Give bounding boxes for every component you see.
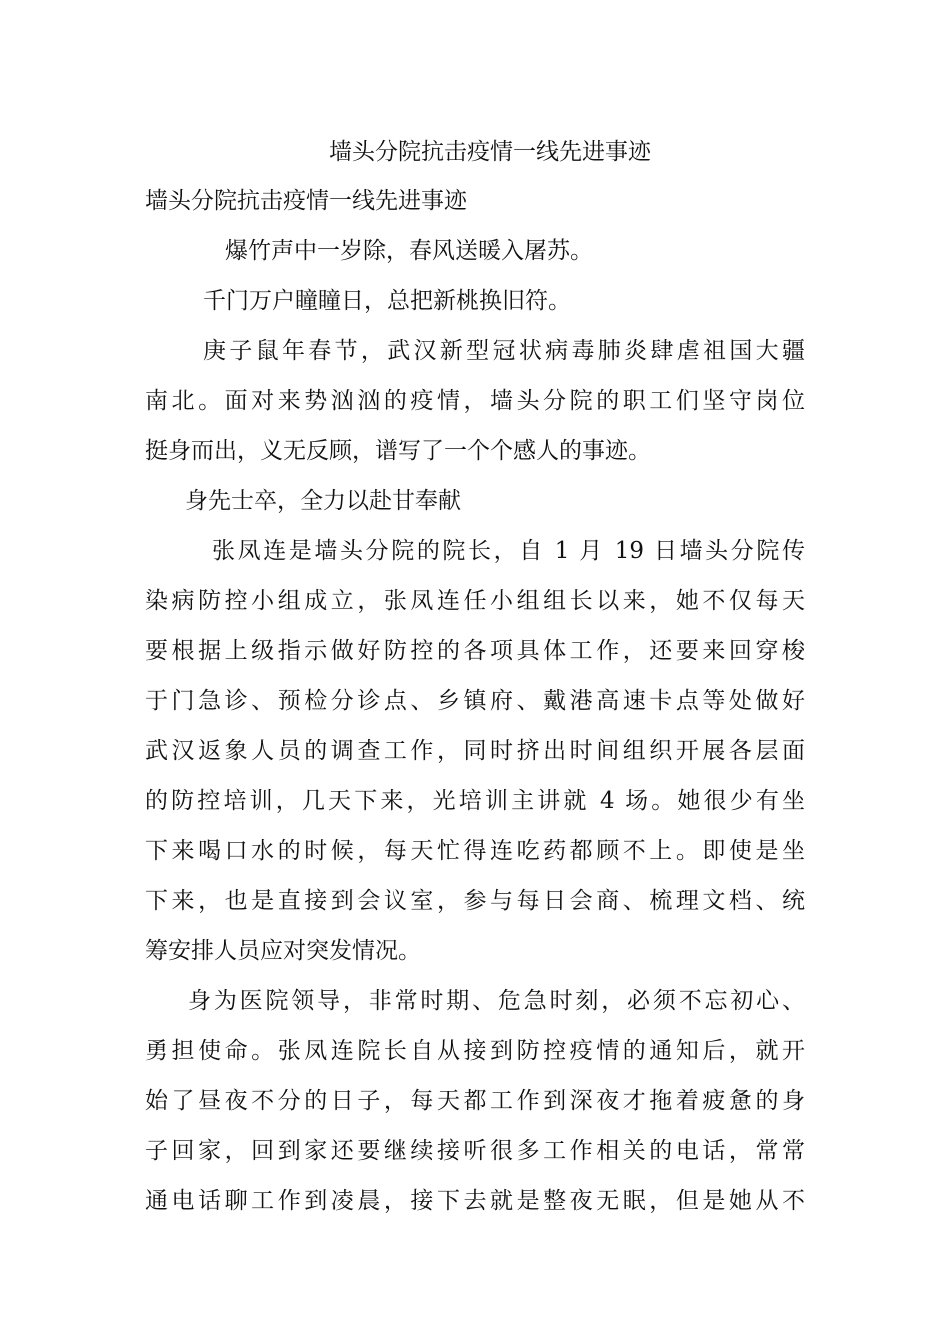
paragraph-3-line: 始了昼夜不分的日子，每天都工作到深夜才拖着疲惫的身 [145,1088,805,1114]
document-title: 墙头分院抗击疫情一线先进事迹 [329,139,651,165]
paragraph-3-line: 通电话聊工作到凌晨，接下去就是整夜无眠，但是她从不 [145,1188,805,1214]
paragraph-3-line: 勇担使命。张凤连院长自从接到防控疫情的通知后，就开 [145,1038,805,1064]
poem-line-2: 千门万户瞳瞳日，总把新桃换旧符。 [203,288,571,314]
paragraph-2-line: 于门急诊、预检分诊点、乡镇府、戴港高速卡点等处做好 [145,688,805,714]
paragraph-3-line: 身为医院领导，非常时期、危急时刻，必须不忘初心、 [188,988,805,1014]
paragraph-2-line: 张凤连是墙头分院的院长，自 1 月 19 日墙头分院传 [212,538,805,564]
section-heading: 身先士卒，全力以赴甘奉献 [185,488,461,514]
paragraph-2-line: 下来喝口水的时候，每天忙得连吃药都顾不上。即使是坐 [145,838,805,864]
paragraph-1-line: 庚子鼠年春节，武汉新型冠状病毒肺炎肆虐祖国大疆 [203,338,805,364]
paragraph-2-line: 下来，也是直接到会议室，参与每日会商、梳理文档、统 [145,888,805,914]
paragraph-2-line: 武汉返象人员的调查工作，同时挤出时间组织开展各层面 [145,738,805,764]
poem-line-1: 爆竹声中一岁除，春风送暖入屠苏。 [225,238,593,264]
paragraph-2-line: 染病防控小组成立，张凤连任小组组长以来，她不仅每天 [145,588,805,614]
paragraph-2-line: 的防控培训，几天下来，光培训主讲就 4 场。她很少有坐 [145,788,805,814]
document-heading: 墙头分院抗击疫情一线先进事迹 [145,188,467,214]
paragraph-2-line: 筹安排人员应对突发情况。 [145,938,421,964]
paragraph-2-line: 要根据上级指示做好防控的各项具体工作，还要来回穿梭 [145,638,805,664]
paragraph-1-line: 南北。面对来势汹汹的疫情，墙头分院的职工们坚守岗位 [145,388,805,414]
paragraph-1-line: 挺身而出，义无反顾，谱写了一个个感人的事迹。 [145,438,651,464]
paragraph-3-line: 子回家，回到家还要继续接听很多工作相关的电话，常常 [145,1138,805,1164]
